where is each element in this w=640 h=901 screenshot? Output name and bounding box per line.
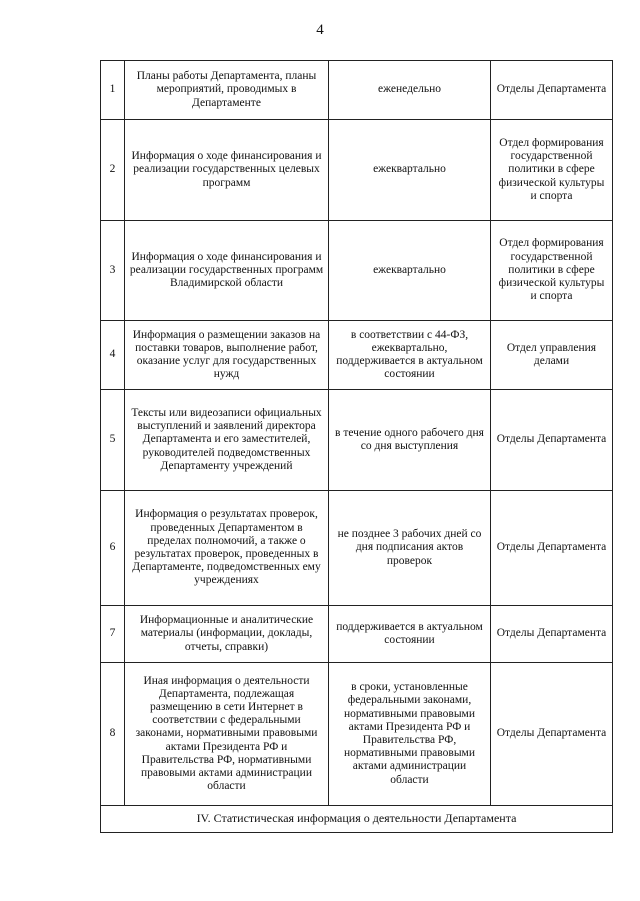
responsible-cell: Отдел формирования государственной политики в сфере физической культуры и спорта (491, 120, 613, 221)
info-type-cell: Информация о ходе финансирования и реализации государственных программ Владимирской области (125, 221, 329, 321)
term-cell: еженедельно (329, 61, 491, 120)
term-cell: поддерживается в актуальном состоянии (329, 606, 491, 663)
row-number: 2 (101, 120, 125, 221)
row-number: 4 (101, 321, 125, 390)
table-row (101, 221, 613, 321)
responsible-cell: Отделы Департамента (491, 606, 613, 663)
info-type-cell: Тексты или видеозаписи официальных выступлений и заявлений директора Департамента и его заместителей, руководителей подведомственных Департаменту учреждений (125, 390, 329, 491)
term-cell: в течение одного рабочего дня со дня выступления (329, 390, 491, 491)
info-type-cell: Информация о размещении заказов на поставки товаров, выполнение работ, оказание услуг для государственных нужд (125, 321, 329, 390)
term-cell: в сроки, установленные федеральными законами, нормативными правовыми актами Президента РФ и Правительства РФ, нормативными правовыми актами администрации области (329, 663, 491, 806)
responsible-cell: Отдел формирования государственной политики в сфере физической культуры и спорта (491, 221, 613, 321)
info-type-cell: Планы работы Департамента, планы мероприятий, проводимых в Департаменте (125, 61, 329, 120)
info-type-cell: Информация о ходе финансирования и реализации государственных целевых программ (125, 120, 329, 221)
row-number: 7 (101, 606, 125, 663)
information-table (100, 60, 613, 833)
term-cell: ежеквартально (329, 120, 491, 221)
row-number: 1 (101, 61, 125, 120)
table-row (101, 491, 613, 606)
info-type-cell: Иная информация о деятельности Департамента, подлежащая размещению в сети Интернет в соответствии с федеральными законами, нормативными правовыми актами Президента РФ и Правительства РФ, нормативными правовыми актами администрации области (125, 663, 329, 806)
responsible-cell: Отделы Департамента (491, 491, 613, 606)
row-number: 5 (101, 390, 125, 491)
table-row (101, 606, 613, 663)
row-number: 6 (101, 491, 125, 606)
info-type-cell: Информация о результатах проверок, проведенных Департаментом в пределах полномочий, а также о результатах проверок, проведенных в Департаменте, подведомственных ему учреждениях (125, 491, 329, 606)
row-number: 3 (101, 221, 125, 321)
table-row (101, 61, 613, 120)
term-cell: ежеквартально (329, 221, 491, 321)
responsible-cell: Отдел управления делами (491, 321, 613, 390)
section-row (101, 806, 613, 833)
table-row (101, 390, 613, 491)
page-number: 4 (316, 22, 324, 38)
responsible-cell: Отделы Департамента (491, 663, 613, 806)
info-type-cell: Информационные и аналитические материалы (информации, доклады, отчеты, справки) (125, 606, 329, 663)
table-row (101, 321, 613, 390)
responsible-cell: Отделы Департамента (491, 390, 613, 491)
responsible-cell: Отделы Департамента (491, 61, 613, 120)
term-cell: в соответствии с 44-ФЗ, ежеквартально, поддерживается в актуальном состоянии (329, 321, 491, 390)
table-row (101, 120, 613, 221)
row-number: 8 (101, 663, 125, 806)
term-cell: не позднее 3 рабочих дней со дня подписания актов проверок (329, 491, 491, 606)
table-row (101, 663, 613, 806)
section-title: IV. Статистическая информация о деятельности Департамента (101, 806, 613, 833)
